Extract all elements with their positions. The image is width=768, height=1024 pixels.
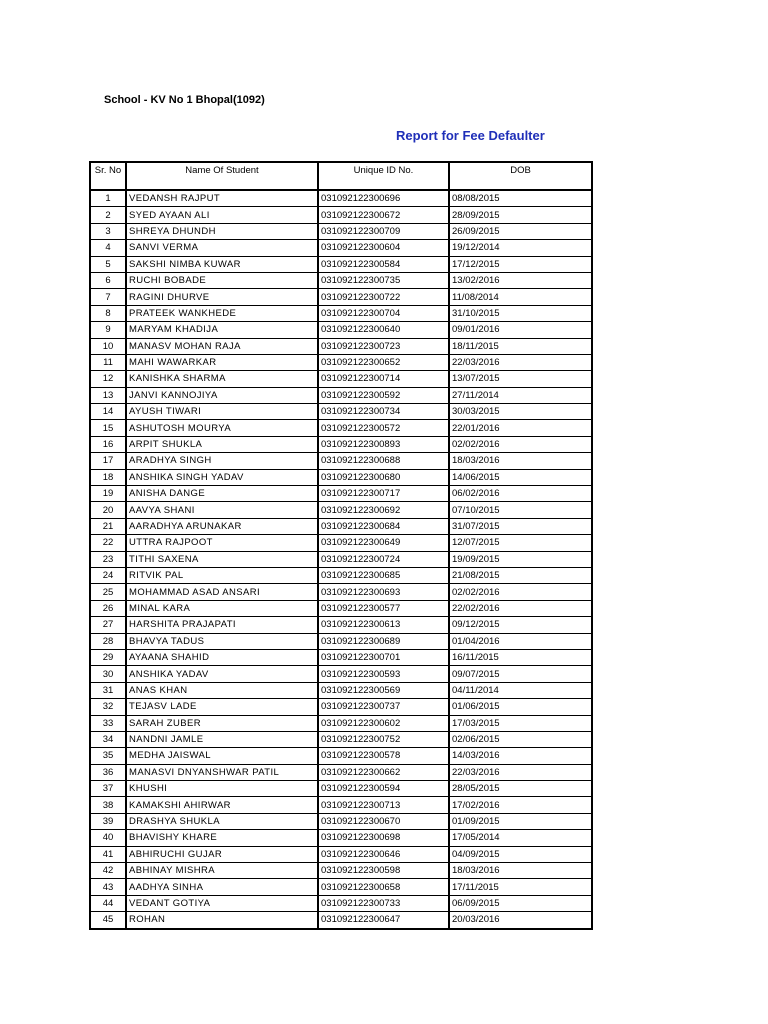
sr-no-cell: 19	[90, 486, 126, 502]
unique-id-cell: 031092122300670	[318, 813, 449, 829]
unique-id-cell: 031092122300723	[318, 338, 449, 354]
column-header-dob: DOB	[449, 162, 592, 190]
sr-no-cell: 6	[90, 272, 126, 288]
sr-no-cell: 5	[90, 256, 126, 272]
student-name-cell: ABHIRUCHI GUJAR	[126, 846, 318, 862]
table-row	[90, 469, 592, 485]
dob-cell: 09/01/2016	[449, 322, 592, 338]
unique-id-cell: 031092122300752	[318, 731, 449, 747]
student-name-cell: RITVIK PAL	[126, 567, 318, 583]
table-row	[90, 223, 592, 239]
sr-no-cell: 32	[90, 699, 126, 715]
table-row	[90, 699, 592, 715]
dob-cell: 17/12/2015	[449, 256, 592, 272]
dob-cell: 18/03/2016	[449, 863, 592, 879]
unique-id-cell: 031092122300733	[318, 895, 449, 911]
sr-no-cell: 37	[90, 781, 126, 797]
sr-no-cell: 11	[90, 354, 126, 370]
dob-cell: 04/09/2015	[449, 846, 592, 862]
dob-cell: 21/08/2015	[449, 567, 592, 583]
student-name-cell: AYAANA SHAHID	[126, 649, 318, 665]
student-name-cell: ARADHYA SINGH	[126, 453, 318, 469]
dob-cell: 09/07/2015	[449, 666, 592, 682]
table-row	[90, 715, 592, 731]
sr-no-cell: 20	[90, 502, 126, 518]
dob-cell: 22/01/2016	[449, 420, 592, 436]
student-name-cell: UTTRA RAJPOOT	[126, 535, 318, 551]
unique-id-cell: 031092122300592	[318, 387, 449, 403]
student-name-cell: SANVI VERMA	[126, 240, 318, 256]
table-row	[90, 436, 592, 452]
student-name-cell: SAKSHI NIMBA KUWAR	[126, 256, 318, 272]
unique-id-cell: 031092122300698	[318, 830, 449, 846]
table-row	[90, 486, 592, 502]
dob-cell: 04/11/2014	[449, 682, 592, 698]
unique-id-cell: 031092122300714	[318, 371, 449, 387]
student-name-cell: MARYAM KHADIJA	[126, 322, 318, 338]
sr-no-cell: 40	[90, 830, 126, 846]
sr-no-cell: 10	[90, 338, 126, 354]
unique-id-cell: 031092122300594	[318, 781, 449, 797]
table-row	[90, 256, 592, 272]
table-row	[90, 551, 592, 567]
dob-cell: 22/02/2016	[449, 600, 592, 616]
sr-no-cell: 17	[90, 453, 126, 469]
sr-no-cell: 34	[90, 731, 126, 747]
sr-no-cell: 39	[90, 813, 126, 829]
dob-cell: 06/02/2016	[449, 486, 592, 502]
student-name-cell: AAVYA SHANI	[126, 502, 318, 518]
student-name-cell: ABHINAY MISHRA	[126, 863, 318, 879]
table-row	[90, 813, 592, 829]
table-row	[90, 371, 592, 387]
student-name-cell: MAHI WAWARKAR	[126, 354, 318, 370]
sr-no-cell: 16	[90, 436, 126, 452]
sr-no-cell: 1	[90, 190, 126, 207]
dob-cell: 26/09/2015	[449, 223, 592, 239]
table-row	[90, 830, 592, 846]
unique-id-cell: 031092122300701	[318, 649, 449, 665]
unique-id-cell: 031092122300658	[318, 879, 449, 895]
student-name-cell: ANISHA DANGE	[126, 486, 318, 502]
sr-no-cell: 43	[90, 879, 126, 895]
dob-cell: 17/05/2014	[449, 830, 592, 846]
sr-no-cell: 31	[90, 682, 126, 698]
student-name-cell: DRASHYA SHUKLA	[126, 813, 318, 829]
table-header-row	[90, 162, 592, 190]
unique-id-cell: 031092122300692	[318, 502, 449, 518]
dob-cell: 31/10/2015	[449, 305, 592, 321]
student-name-cell: TEJASV LADE	[126, 699, 318, 715]
student-name-cell: SHREYA DHUNDH	[126, 223, 318, 239]
dob-cell: 14/06/2015	[449, 469, 592, 485]
dob-cell: 28/05/2015	[449, 781, 592, 797]
dob-cell: 01/06/2015	[449, 699, 592, 715]
sr-no-cell: 41	[90, 846, 126, 862]
student-name-cell: AADHYA SINHA	[126, 879, 318, 895]
dob-cell: 01/04/2016	[449, 633, 592, 649]
table-row	[90, 272, 592, 288]
dob-cell: 13/07/2015	[449, 371, 592, 387]
student-name-cell: BHAVYA TADUS	[126, 633, 318, 649]
table-row	[90, 617, 592, 633]
dob-cell: 02/02/2016	[449, 436, 592, 452]
table-row	[90, 633, 592, 649]
sr-no-cell: 2	[90, 207, 126, 223]
student-name-cell: RAGINI DHURVE	[126, 289, 318, 305]
unique-id-cell: 031092122300662	[318, 764, 449, 780]
unique-id-cell: 031092122300734	[318, 404, 449, 420]
sr-no-cell: 23	[90, 551, 126, 567]
table-row	[90, 912, 592, 929]
table-row	[90, 567, 592, 583]
dob-cell: 19/09/2015	[449, 551, 592, 567]
table-row	[90, 240, 592, 256]
student-name-cell: MANASV MOHAN RAJA	[126, 338, 318, 354]
sr-no-cell: 8	[90, 305, 126, 321]
unique-id-cell: 031092122300578	[318, 748, 449, 764]
sr-no-cell: 38	[90, 797, 126, 813]
unique-id-cell: 031092122300713	[318, 797, 449, 813]
unique-id-cell: 031092122300584	[318, 256, 449, 272]
sr-no-cell: 21	[90, 518, 126, 534]
student-name-cell: SARAH ZUBER	[126, 715, 318, 731]
table-row	[90, 354, 592, 370]
unique-id-cell: 031092122300680	[318, 469, 449, 485]
table-row	[90, 535, 592, 551]
dob-cell: 12/07/2015	[449, 535, 592, 551]
unique-id-cell: 031092122300604	[318, 240, 449, 256]
unique-id-cell: 031092122300613	[318, 617, 449, 633]
sr-no-cell: 15	[90, 420, 126, 436]
unique-id-cell: 031092122300647	[318, 912, 449, 929]
dob-cell: 17/03/2015	[449, 715, 592, 731]
table-row	[90, 207, 592, 223]
table-row	[90, 797, 592, 813]
fee-defaulter-table	[89, 161, 593, 930]
table-row	[90, 731, 592, 747]
dob-cell: 02/02/2016	[449, 584, 592, 600]
table-row	[90, 879, 592, 895]
dob-cell: 30/03/2015	[449, 404, 592, 420]
table-row	[90, 846, 592, 862]
sr-no-cell: 4	[90, 240, 126, 256]
student-name-cell: VEDANT GOTIYA	[126, 895, 318, 911]
sr-no-cell: 9	[90, 322, 126, 338]
unique-id-cell: 031092122300689	[318, 633, 449, 649]
table-row	[90, 584, 592, 600]
unique-id-cell: 031092122300593	[318, 666, 449, 682]
table-row	[90, 863, 592, 879]
student-name-cell: ANSHIKA YADAV	[126, 666, 318, 682]
unique-id-cell: 031092122300672	[318, 207, 449, 223]
sr-no-cell: 25	[90, 584, 126, 600]
table-row	[90, 289, 592, 305]
unique-id-cell: 031092122300737	[318, 699, 449, 715]
unique-id-cell: 031092122300893	[318, 436, 449, 452]
sr-no-cell: 13	[90, 387, 126, 403]
dob-cell: 13/02/2016	[449, 272, 592, 288]
table-row	[90, 420, 592, 436]
dob-cell: 22/03/2016	[449, 764, 592, 780]
table-row	[90, 764, 592, 780]
sr-no-cell: 12	[90, 371, 126, 387]
dob-cell: 18/11/2015	[449, 338, 592, 354]
table-row	[90, 338, 592, 354]
sr-no-cell: 26	[90, 600, 126, 616]
sr-no-cell: 45	[90, 912, 126, 929]
student-name-cell: ROHAN	[126, 912, 318, 929]
unique-id-cell: 031092122300717	[318, 486, 449, 502]
dob-cell: 22/03/2016	[449, 354, 592, 370]
table-row	[90, 682, 592, 698]
table-row	[90, 502, 592, 518]
table-row	[90, 190, 592, 207]
student-name-cell: KHUSHI	[126, 781, 318, 797]
student-name-cell: MEDHA JAISWAL	[126, 748, 318, 764]
unique-id-cell: 031092122300598	[318, 863, 449, 879]
unique-id-cell: 031092122300646	[318, 846, 449, 862]
dob-cell: 19/12/2014	[449, 240, 592, 256]
table-row	[90, 322, 592, 338]
student-name-cell: ANAS KHAN	[126, 682, 318, 698]
student-name-cell: AYUSH TIWARI	[126, 404, 318, 420]
unique-id-cell: 031092122300684	[318, 518, 449, 534]
dob-cell: 31/07/2015	[449, 518, 592, 534]
student-name-cell: ASHUTOSH MOURYA	[126, 420, 318, 436]
sr-no-cell: 35	[90, 748, 126, 764]
sr-no-cell: 29	[90, 649, 126, 665]
student-name-cell: KANISHKA SHARMA	[126, 371, 318, 387]
student-name-cell: MINAL KARA	[126, 600, 318, 616]
student-name-cell: BHAVISHY KHARE	[126, 830, 318, 846]
student-name-cell: HARSHITA PRAJAPATI	[126, 617, 318, 633]
table-row	[90, 895, 592, 911]
table-row	[90, 404, 592, 420]
student-name-cell: AARADHYA ARUNAKAR	[126, 518, 318, 534]
student-name-cell: PRATEEK WANKHEDE	[126, 305, 318, 321]
table-row	[90, 781, 592, 797]
dob-cell: 11/08/2014	[449, 289, 592, 305]
table-row	[90, 748, 592, 764]
sr-no-cell: 14	[90, 404, 126, 420]
table-row	[90, 305, 592, 321]
dob-cell: 07/10/2015	[449, 502, 592, 518]
dob-cell: 27/11/2014	[449, 387, 592, 403]
dob-cell: 01/09/2015	[449, 813, 592, 829]
unique-id-cell: 031092122300569	[318, 682, 449, 698]
school-heading: School - KV No 1 Bhopal(1092)	[104, 94, 265, 106]
student-name-cell: NANDNI JAMLE	[126, 731, 318, 747]
student-name-cell: RUCHI BOBADE	[126, 272, 318, 288]
table-row	[90, 453, 592, 469]
unique-id-cell: 031092122300704	[318, 305, 449, 321]
sr-no-cell: 7	[90, 289, 126, 305]
unique-id-cell: 031092122300649	[318, 535, 449, 551]
table-row	[90, 600, 592, 616]
unique-id-cell: 031092122300693	[318, 584, 449, 600]
student-name-cell: MANASVI DNYANSHWAR PATIL	[126, 764, 318, 780]
dob-cell: 18/03/2016	[449, 453, 592, 469]
sr-no-cell: 27	[90, 617, 126, 633]
sr-no-cell: 36	[90, 764, 126, 780]
unique-id-cell: 031092122300724	[318, 551, 449, 567]
unique-id-cell: 031092122300572	[318, 420, 449, 436]
student-name-cell: VEDANSH RAJPUT	[126, 190, 318, 207]
dob-cell: 20/03/2016	[449, 912, 592, 929]
unique-id-cell: 031092122300735	[318, 272, 449, 288]
dob-cell: 09/12/2015	[449, 617, 592, 633]
student-name-cell: TITHI SAXENA	[126, 551, 318, 567]
student-name-cell: ANSHIKA SINGH YADAV	[126, 469, 318, 485]
sr-no-cell: 3	[90, 223, 126, 239]
dob-cell: 02/06/2015	[449, 731, 592, 747]
column-header-name: Name Of Student	[126, 162, 318, 190]
dob-cell: 14/03/2016	[449, 748, 592, 764]
dob-cell: 06/09/2015	[449, 895, 592, 911]
column-header-unique-id: Unique ID No.	[318, 162, 449, 190]
student-name-cell: ARPIT SHUKLA	[126, 436, 318, 452]
dob-cell: 08/08/2015	[449, 190, 592, 207]
student-name-cell: JANVI KANNOJIYA	[126, 387, 318, 403]
student-name-cell: KAMAKSHI AHIRWAR	[126, 797, 318, 813]
unique-id-cell: 031092122300696	[318, 190, 449, 207]
dob-cell: 16/11/2015	[449, 649, 592, 665]
sr-no-cell: 30	[90, 666, 126, 682]
dob-cell: 17/11/2015	[449, 879, 592, 895]
unique-id-cell: 031092122300688	[318, 453, 449, 469]
unique-id-cell: 031092122300685	[318, 567, 449, 583]
sr-no-cell: 18	[90, 469, 126, 485]
unique-id-cell: 031092122300722	[318, 289, 449, 305]
unique-id-cell: 031092122300652	[318, 354, 449, 370]
table-row	[90, 518, 592, 534]
sr-no-cell: 33	[90, 715, 126, 731]
sr-no-cell: 22	[90, 535, 126, 551]
unique-id-cell: 031092122300640	[318, 322, 449, 338]
student-name-cell: MOHAMMAD ASAD ANSARI	[126, 584, 318, 600]
sr-no-cell: 24	[90, 567, 126, 583]
table-row	[90, 387, 592, 403]
report-title: Report for Fee Defaulter	[396, 128, 545, 143]
sr-no-cell: 28	[90, 633, 126, 649]
column-header-sr-no: Sr. No	[90, 162, 126, 190]
sr-no-cell: 44	[90, 895, 126, 911]
unique-id-cell: 031092122300577	[318, 600, 449, 616]
sr-no-cell: 42	[90, 863, 126, 879]
student-name-cell: SYED AYAAN ALI	[126, 207, 318, 223]
unique-id-cell: 031092122300709	[318, 223, 449, 239]
table-row	[90, 649, 592, 665]
dob-cell: 17/02/2016	[449, 797, 592, 813]
table-row	[90, 666, 592, 682]
dob-cell: 28/09/2015	[449, 207, 592, 223]
unique-id-cell: 031092122300602	[318, 715, 449, 731]
